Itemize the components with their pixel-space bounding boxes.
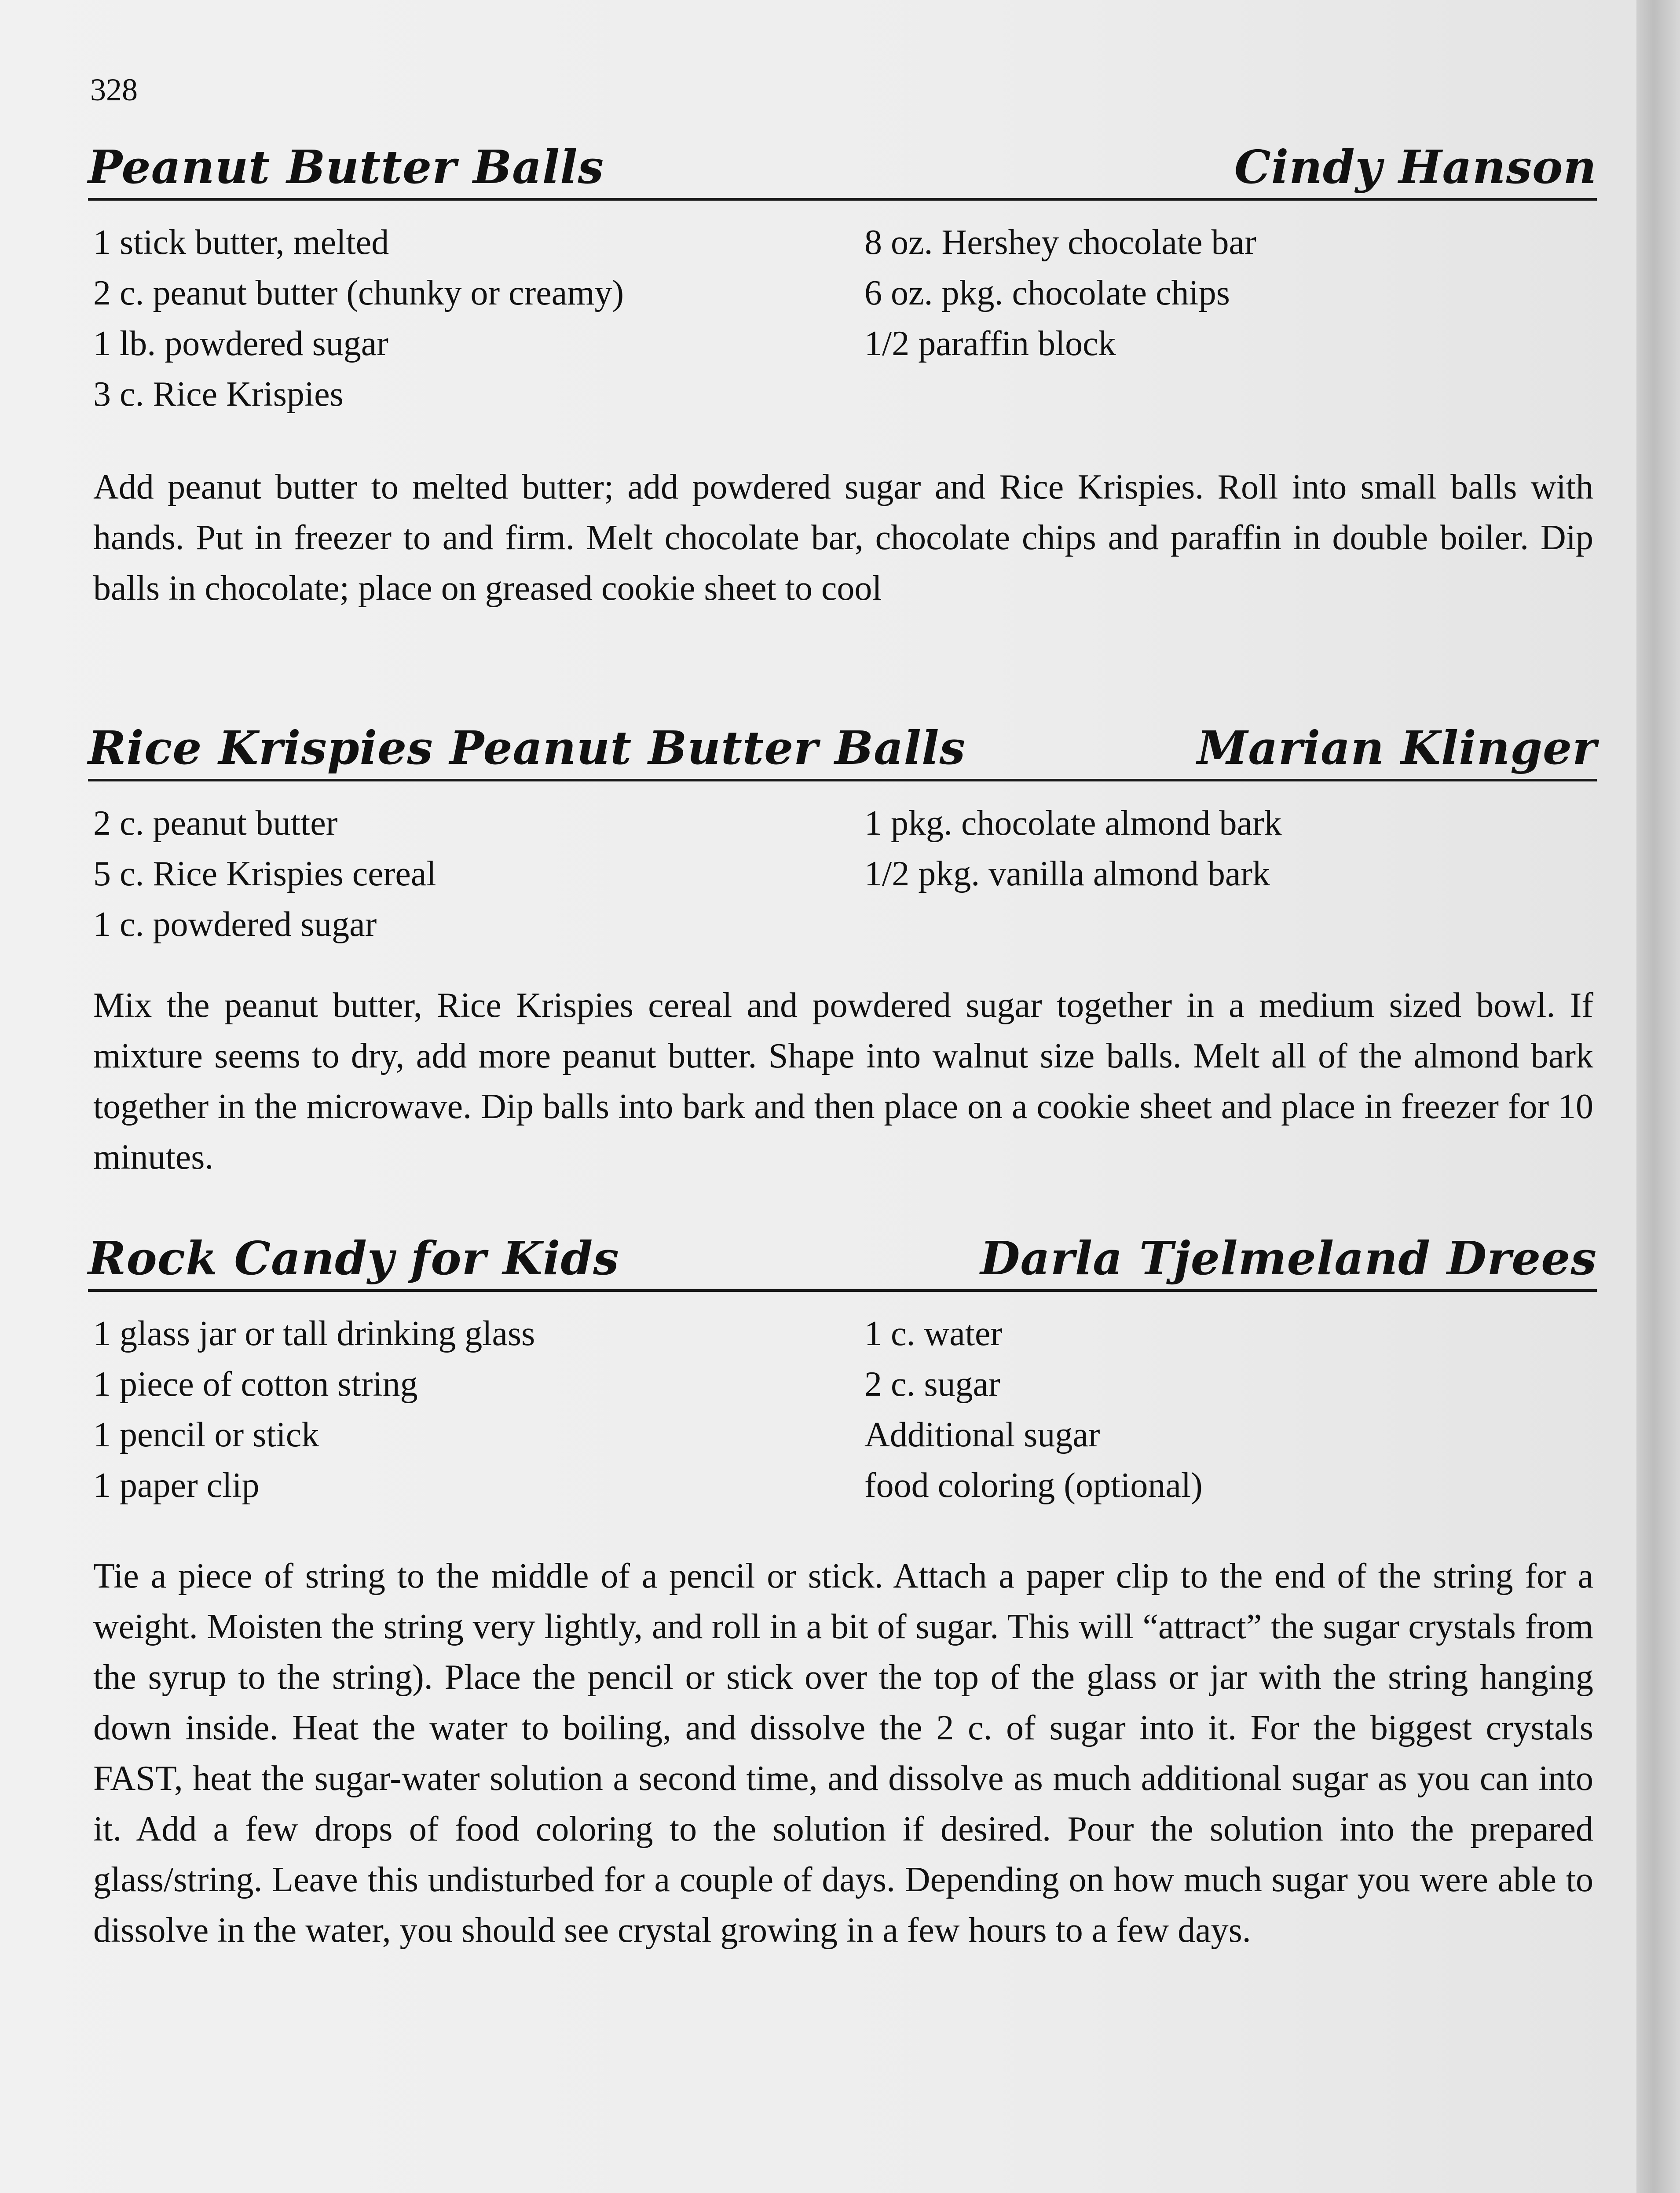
recipe-header [88,1223,1597,1292]
ingredient: 1 stick butter, melted [93,223,389,262]
recipe-author: Marian Klinger [1197,721,1597,775]
recipe-rice-krispies-peanut-butter-balls [88,713,1597,1177]
ingredient-column-left [93,1309,535,1511]
recipe-header [88,713,1597,781]
ingredient-column-right [864,798,1282,899]
ingredient-column-right [864,217,1256,369]
ingredient: 1/2 paraffin block [864,324,1116,363]
ingredient: 2 c. peanut butter (chunky or creamy) [93,274,624,312]
ingredient: Additional sugar [864,1416,1100,1454]
recipe-author: Darla Tjelmeland Drees [980,1231,1597,1285]
ingredient-list [88,217,1597,420]
recipe-instructions: Mix the peanut butter, Rice Krispies cereal and powdered sugar together in a medium sized bowl. If mixture seems to dry, add more peanut butter. Shape into walnut size balls. Melt all of the almond bark together in the microwave. Dip balls into bark and then place on a cookie sheet and place in freezer for 10 minutes. [93,986,1593,1177]
ingredient: 2 c. peanut butter [93,804,338,843]
ingredient: 1 lb. powdered sugar [93,324,388,363]
recipe-title: Peanut Butter Balls [88,140,604,194]
recipe-title: Rock Candy for Kids [88,1231,619,1285]
ingredient: 1 c. water [864,1314,1003,1353]
ingredient-column-right [864,1309,1203,1511]
ingredient: 8 oz. Hershey chocolate bar [864,223,1256,262]
ingredient: 1 piece of cotton string [93,1365,418,1404]
ingredient: 1 glass jar or tall drinking glass [93,1314,535,1353]
recipe-peanut-butter-balls [88,132,1597,608]
ingredient: 1 c. powdered sugar [93,905,377,944]
book-page-edge [1636,0,1680,2193]
recipe-instructions: Add peanut butter to melted butter; add powdered sugar and Rice Krispies. Roll into small balls with hands. Put in freezer to and firm. Melt chocolate bar, chocolate chips and paraffin in double boiler. Dip balls in chocolate; place on greased cookie sheet to cool [93,468,1593,608]
ingredient: 1 paper clip [93,1466,260,1505]
ingredient: 1/2 pkg. vanilla almond bark [864,854,1270,893]
ingredient-list [88,1309,1597,1511]
ingredient: 1 pencil or stick [93,1416,319,1454]
recipe-rock-candy-for-kids [88,1223,1597,1950]
recipe-header [88,132,1597,201]
ingredient: 6 oz. pkg. chocolate chips [864,274,1230,312]
ingredient: 1 pkg. chocolate almond bark [864,804,1282,843]
ingredient-list [88,798,1597,950]
recipe-title: Rice Krispies Peanut Butter Balls [88,721,966,775]
recipe-author: Cindy Hanson [1234,140,1597,194]
page-number: 328 [90,72,138,107]
recipe-instructions: Tie a piece of string to the middle of a pencil or stick. Attach a paper clip to the end of the string for a weight. Moisten the string very lightly, and roll in a bit of sugar. This will “attract” the sugar crystals from the syrup to the string). Place the pencil or stick over the top of the glass or jar with the string hanging down inside. Heat the water to boiling, and dissolve the 2 c. of sugar into it. For the biggest crystals FAST, heat the sugar-water solution a second time, and dissolve as much additional sugar as you can into it. Add a few drops of food coloring to the solution if desired. Pour the solution into the prepared glass/string. Leave this undisturbed for a couple of days. Depending on how much sugar you were able to dissolve in the water, you should see crystal growing in a few hours to a few days. [93,1557,1593,1950]
ingredient-column-left [93,798,436,950]
ingredient: food coloring (optional) [864,1466,1203,1505]
ingredient: 2 c. sugar [864,1365,1000,1404]
ingredient: 3 c. Rice Krispies [93,375,344,414]
ingredient-column-left [93,217,624,420]
ingredient: 5 c. Rice Krispies cereal [93,854,436,893]
